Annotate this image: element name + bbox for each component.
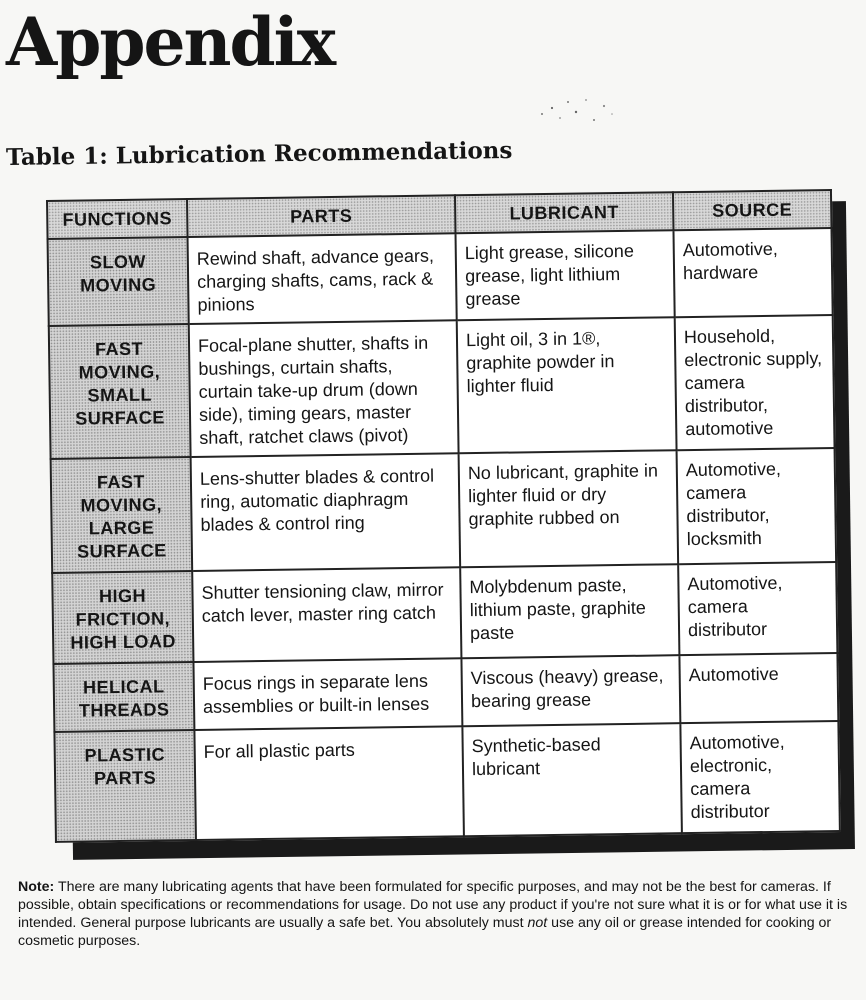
footnote	[18, 878, 864, 950]
note-emphasis: not	[527, 915, 548, 931]
lubricant-cell: Viscous (heavy) grease, bearing grease	[461, 655, 680, 726]
source-cell: Automotive, electronic, camera distributor	[680, 721, 840, 833]
function-cell: PLASTIC PARTS	[54, 730, 196, 842]
header-parts: PARTS	[187, 195, 456, 237]
source-cell: Automotive, camera distributor, locksmith	[677, 448, 837, 564]
table-row	[49, 315, 835, 459]
function-cell: FAST MOVING, SMALL SURFACE	[49, 324, 191, 459]
header-source: SOURCE	[673, 190, 832, 230]
lubricant-cell: No lubricant, graphite in lighter fluid or dry graphite rubbed on	[459, 450, 679, 567]
parts-cell: Focus rings in separate lens assemblies or built-in lenses	[193, 658, 462, 730]
table-row	[48, 228, 833, 326]
print-specks	[538, 96, 618, 126]
lubricant-cell: Light oil, 3 in 1®, graphite powder in lighter fluid	[457, 317, 677, 453]
table-row	[51, 448, 837, 573]
header-functions: FUNCTIONS	[47, 199, 188, 239]
source-cell: Household, electronic supply, camera distributor, automotive	[675, 315, 835, 450]
note-text-1: There are many lubricating agents that have been formulated for specific purposes, and may not be the best for cameras. If possible, obtain specifications or recommendations for usage. Do not use any product if you're not sure what it is or for what use it is intended. General purpose lubricants are usually a safe bet. You absolutely must	[18, 879, 848, 931]
note-text-2: use any oil or grease intended for cooking or cosmetic purposes.	[18, 915, 832, 949]
lubrication-table	[46, 189, 841, 843]
lubricant-cell: Synthetic-based lubricant	[462, 723, 682, 836]
parts-cell: For all plastic parts	[194, 726, 464, 840]
table-row	[54, 721, 839, 842]
table-title: Table 1: Lubrication Recommendations	[5, 136, 513, 171]
parts-cell: Shutter tensioning claw, mirror catch lever, master ring catch	[192, 567, 461, 662]
function-cell: HELICAL THREADS	[53, 662, 194, 732]
lubricant-cell: Molybdenum paste, lithium paste, graphite paste	[460, 564, 679, 658]
table-row	[53, 653, 838, 732]
lubricant-cell: Light grease, silicone grease, light lithium grease	[456, 230, 675, 320]
function-cell: FAST MOVING, LARGE SURFACE	[51, 457, 193, 573]
source-cell: Automotive, hardware	[673, 228, 832, 317]
function-cell: HIGH FRICTION, HIGH LOAD	[52, 571, 193, 664]
source-cell: Automotive	[679, 653, 838, 723]
function-cell: SLOW MOVING	[48, 237, 189, 326]
table-row	[52, 562, 837, 664]
note-label: Note:	[18, 879, 55, 895]
parts-cell: Focal-plane shutter, shafts in bushings, curtain shafts, curtain take-up drum (down side), timing gears, master shaft, ratchet claws (pivot)	[189, 320, 459, 457]
parts-cell: Lens-shutter blades & control ring, automatic diaphragm blades & control ring	[191, 453, 461, 571]
page-heading: Appendix	[6, 3, 335, 81]
header-lubricant: LUBRICANT	[455, 192, 674, 233]
parts-cell: Rewind shaft, advance gears, charging shafts, cams, rack & pinions	[188, 233, 457, 324]
source-cell: Automotive, camera distributor	[678, 562, 837, 655]
